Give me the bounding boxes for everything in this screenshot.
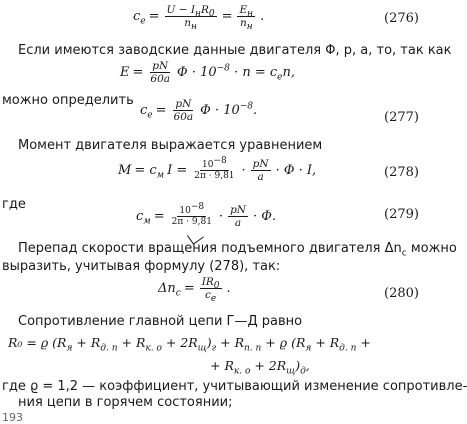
eq279-fraction-1: $\frac{10^{-8}}{2\pi \cdot 9,81}$ (171, 202, 212, 227)
eq276-equals-2: = (221, 9, 233, 24)
eq277-lhs: $c_e$ (140, 103, 153, 121)
equation-R0-line-1 (8, 335, 371, 354)
equation-R0-line-2 (210, 358, 310, 377)
eq279-tail: · Φ. (252, 209, 277, 224)
paragraph-line-6: выразить, учитывая формулу (278), так: (2, 259, 281, 274)
eq279-lhs: $c_м$ (136, 209, 151, 227)
eq279-equals: = (153, 209, 165, 224)
eq280-fraction: $\frac{IR_0}{c_e}$ (201, 276, 220, 305)
eq278-fraction-1: $\frac{10^{-8}}{2\pi \cdot 9,81}$ (194, 156, 235, 181)
eq279-fraction-2: $\frac{pN}{a}$ (230, 204, 246, 229)
r0-line2-content: + $R_{к. о} + 2R_щ)_д$, (210, 358, 310, 377)
eq278-dot: · (241, 163, 246, 178)
eq280-lhs: $\Delta n_c$ (158, 281, 181, 299)
eq276-lhs: $c_e$ (133, 9, 146, 27)
eq277-equals: = (155, 103, 167, 118)
paragraph-line-9: ния цепи в горячем состоянии; (18, 395, 233, 410)
eq278-cm: = $c_м$ (134, 163, 165, 181)
eq276-period: . (260, 9, 265, 24)
equation-279 (136, 204, 276, 229)
eq280-equals: = (183, 281, 195, 296)
equation-280 (158, 276, 231, 305)
equation-number-279: (279) (384, 207, 419, 222)
eq278-lhs: M (118, 163, 132, 178)
eq277-fraction: $\frac{pN}{60a}$ (173, 98, 194, 123)
r0-line1-content: R₀ = ϱ $(R_я + R_{д. п} + R_{к. о} + 2R_щ)_г + R_{п. п} + ϱ$ ($R_я + R_{д. п}$ + (8, 335, 371, 354)
eq278-rest: I = (167, 163, 188, 178)
eq276-equals: = (148, 9, 160, 24)
equation-number-276: (276) (384, 11, 419, 26)
equation-number-277: (277) (384, 110, 419, 125)
eq277-rest: $\Phi \cdot 10^{-8}$. (200, 101, 258, 118)
paragraph-line-5: Перепад скорости вращения подъемного двигателя $\Delta n_с$ можно (18, 241, 457, 259)
equation-number-280: (280) (384, 286, 419, 301)
paragraph-line-8: где ϱ = 1,2 — коэффициент, учитывающий изменение сопротивле- (2, 379, 467, 394)
eq278-tail: · Φ · I, (275, 163, 317, 178)
paragraph-line-4: где (2, 197, 26, 212)
eqE-rest: $\Phi \cdot 10^{-8} \cdot n = c_en$, (177, 63, 295, 83)
paragraph-line-1: Если имеются заводские данные двигателя Φ, p, a, то, так как (18, 43, 452, 58)
equation-277 (140, 98, 257, 123)
equation-number-278: (278) (384, 165, 419, 180)
equation-E (120, 60, 295, 85)
eq279-dot: · (218, 209, 224, 224)
eqE-equals: = (132, 65, 144, 80)
eqE-lhs: E (120, 65, 130, 80)
equation-278 (118, 158, 316, 183)
paragraph-line-2: можно определить (2, 93, 134, 108)
eq276-fraction-2: $\frac{E_н}{n_н}$ (239, 4, 254, 33)
equation-276 (133, 4, 265, 33)
eq280-period: . (226, 281, 231, 296)
eq276-fraction-1: $\frac{U - I_нR_0}{n_н}$ (166, 4, 215, 33)
eq278-fraction-2: $\frac{pN}{a}$ (252, 158, 269, 183)
eqE-fraction: $\frac{pN}{60a}$ (150, 60, 171, 85)
paragraph-line-3: Момент двигателя выражается уравнением (18, 138, 323, 153)
cut-off-line: 193 (2, 411, 23, 424)
paragraph-line-7: Сопротивление главной цепи Г—Д равно (18, 314, 303, 329)
